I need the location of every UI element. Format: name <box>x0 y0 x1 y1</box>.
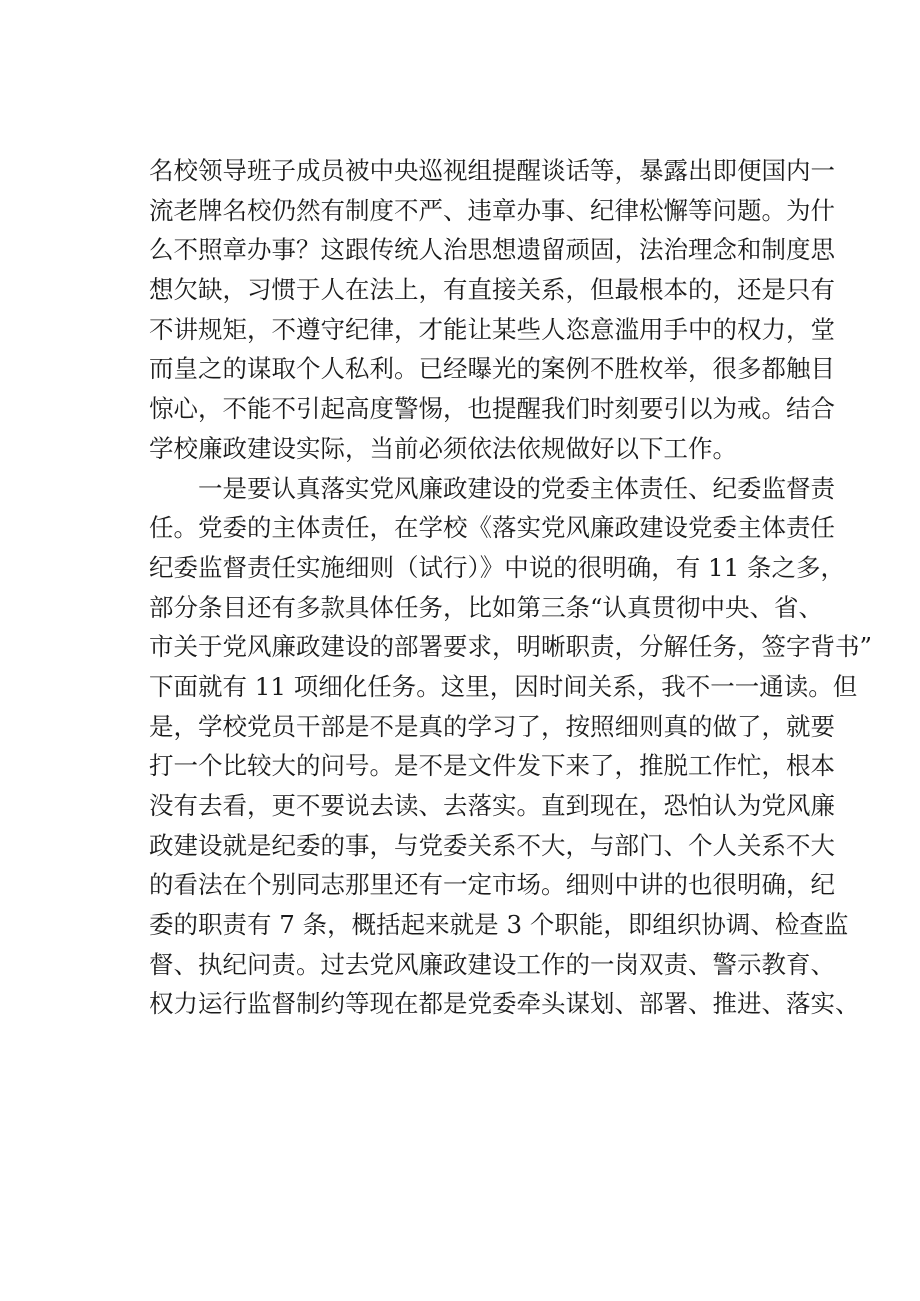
text-line: 惊心，不能不引起高度警惕，也提醒我们时刻要引以为戒。结合 <box>149 394 835 424</box>
body-text <box>149 151 873 1024</box>
text-line: 没有去看，更不要说去读、去落实。直到现在，恐怕认为党风廉 <box>149 791 835 820</box>
text-line: 政建设就是纪委的事，与党委关系不大，与部门、个人关系不大 <box>149 830 835 860</box>
text-line: 流老牌名校仍然有制度不严、违章办事、纪律松懈等问题。为什 <box>149 195 835 225</box>
paragraph-1 <box>149 151 835 469</box>
text-line: 而皇之的谋取个人私利。已经曝光的案例不胜枚举，很多都触目 <box>149 354 835 384</box>
text-line: 么不照章办事？这跟传统人治思想遗留顽固，法治理念和制度思 <box>149 235 835 265</box>
text-line: 是，学校党员干部是不是真的学习了，按照细则真的做了，就要 <box>149 711 835 741</box>
text-line: 下面就有 11 项细化任务。这里，因时间关系，我不一一通读。但 <box>149 671 858 701</box>
text-line: 的看法在个别同志那里还有一定市场。细则中讲的也很明确，纪 <box>149 870 835 900</box>
text-line: 不讲规矩，不遵守纪律，才能让某些人恣意滥用手中的权力，堂 <box>149 314 835 344</box>
paragraph-2 <box>149 469 873 1025</box>
text-line: 委的职责有 7 条，概括起来就是 3 个职能，即组织协调、检查监 <box>149 910 849 940</box>
text-line: 任。党委的主体责任，在学校《落实党风廉政建设党委主体责任 <box>149 513 835 543</box>
text-line: 一是要认真落实党风廉政建设的党委主体责任、纪委监督责 <box>149 473 835 503</box>
text-line: 名校领导班子成员被中央巡视组提醒谈话等，暴露出即便国内一 <box>149 156 835 185</box>
text-line: 打一个比较大的问号。是不是文件发下来了，推脱工作忙，根本 <box>149 751 835 781</box>
text-line: 权力运行监督制约等现在都是党委牵头谋划、部署、推进、落实、 <box>149 989 860 1019</box>
text-line: 部分条目还有多款具体任务，比如第三条“认真贯彻中央、省、 <box>149 592 824 622</box>
text-line: 纪委监督责任实施细则（试行）》中说的很明确，有 11 条之多， <box>149 552 845 582</box>
text-line: 市关于党风廉政建设的部署要求，明晰职责，分解任务，签字背书” <box>149 632 873 662</box>
text-line: 学校廉政建设实际，当前必须依法依规做好以下工作。 <box>149 433 737 463</box>
text-line: 督、执纪问责。过去党风廉政建设工作的一岗双责、警示教育、 <box>149 949 835 979</box>
text-line: 想欠缺，习惯于人在法上，有直接关系，但最根本的，还是只有 <box>149 275 835 305</box>
